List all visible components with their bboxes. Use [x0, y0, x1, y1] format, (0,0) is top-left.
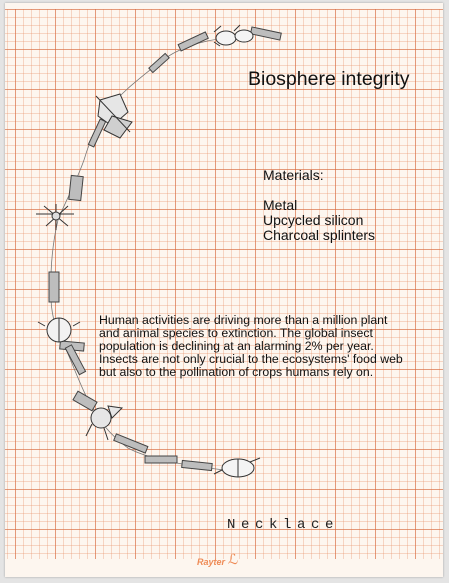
material-item: Metal	[263, 197, 298, 213]
flower-sketch-icon	[36, 204, 74, 230]
bead	[49, 272, 59, 302]
bead	[114, 434, 148, 453]
materials-heading: Materials:	[263, 167, 324, 183]
necklace-label: Necklace	[227, 517, 340, 533]
necklace-chain	[51, 38, 228, 470]
bead	[69, 175, 83, 200]
bee-sketch-icon	[214, 458, 260, 477]
bead	[88, 119, 105, 147]
bee-sketch-icon	[214, 25, 253, 46]
beetle-sketch-icon	[38, 318, 80, 342]
bead	[182, 460, 213, 470]
description-text: Human activities are driving more than a million plant and animal species to extinction. The global insect population is declining at an alarming 2% per year. Insects are not only crucial to the ecosystems' food web but also to the pollination of crops humans rely on.	[99, 313, 403, 379]
page-title: Biosphere integrity	[248, 68, 410, 90]
material-item: Upcycled silicon	[263, 212, 364, 228]
brand-logo: Rayter	[197, 557, 226, 567]
materials-list	[263, 168, 375, 243]
brand-mark-icon: ℒ	[228, 551, 239, 567]
bead	[149, 53, 169, 72]
bead	[250, 27, 281, 40]
bead	[145, 456, 177, 463]
material-item: Charcoal splinters	[263, 227, 376, 243]
